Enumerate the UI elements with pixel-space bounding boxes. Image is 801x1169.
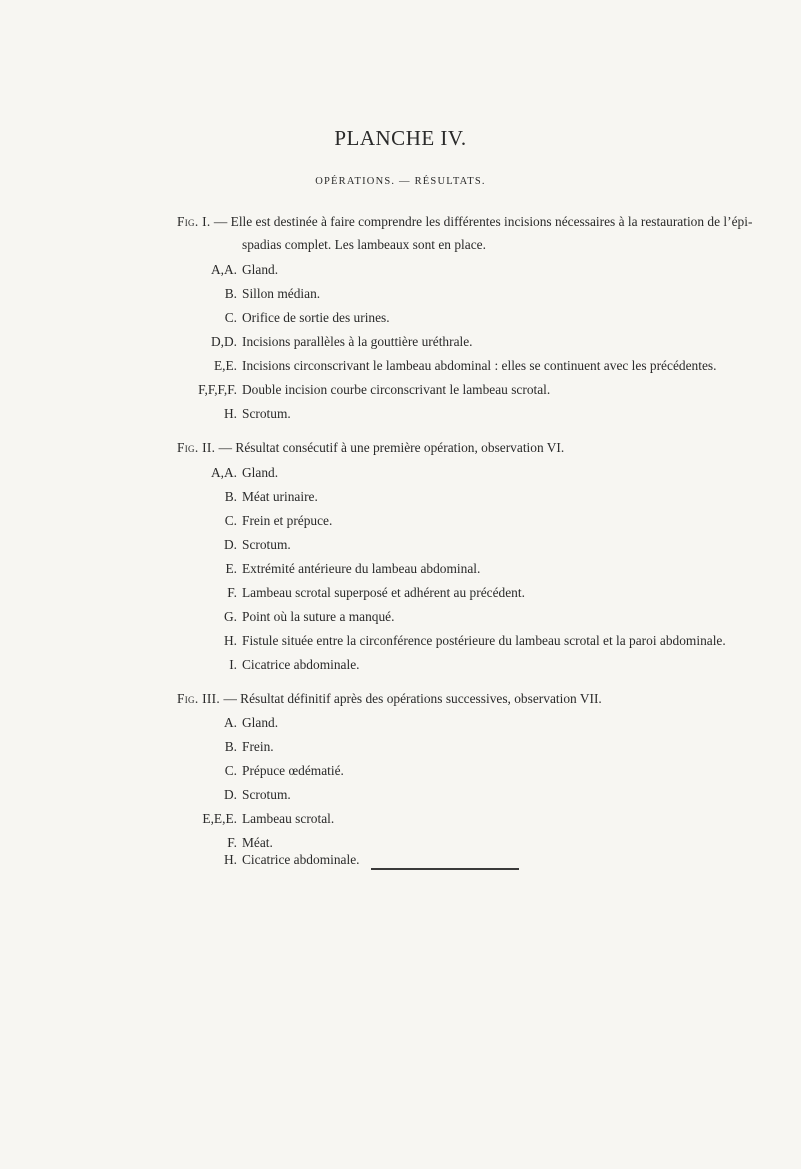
fig3-intro: — Résultat définitif après des opérations successives, observation VII.	[223, 691, 602, 706]
fig2-label: Fig. II.	[177, 440, 216, 455]
legend-key: H.	[223, 406, 237, 421]
legend-text: Méat.	[242, 835, 273, 850]
legend-text: Orifice de sortie des urines.	[242, 310, 390, 325]
legend-key: C.	[224, 763, 237, 778]
legend-key: D,D.	[210, 334, 237, 349]
fig1-intro-continued: spadias complet. Les lambeaux sont en place.	[242, 237, 486, 252]
legend-text: Scrotum.	[242, 406, 291, 421]
page-title: PLANCHE IV.	[334, 126, 467, 150]
fig1-intro: — Elle est destinée à faire comprendre les différentes incisions nécessaires à la restauration de l’épi-	[213, 214, 753, 229]
fig1-label: Fig. I.	[177, 214, 211, 229]
legend-text: Incisions parallèles à la gouttière uréthrale.	[242, 334, 473, 349]
fig3-heading	[177, 691, 602, 707]
fig1-heading	[177, 214, 752, 230]
legend-key: D.	[223, 537, 237, 552]
fig3-label: Fig. III.	[177, 691, 221, 706]
legend-key: F.	[227, 585, 237, 600]
legend-text: Fistule située entre la circonférence postérieure du lambeau scrotal et la paroi abdominale.	[242, 633, 726, 648]
legend-key: H.	[223, 633, 237, 648]
legend-key: C.	[224, 310, 237, 325]
legend-text: Extrémité antérieure du lambeau abdominal.	[242, 561, 481, 576]
legend-key: E.	[225, 561, 237, 576]
legend-key: A,A.	[210, 262, 237, 277]
legend-text: Méat urinaire.	[242, 489, 318, 504]
legend-key: B.	[224, 286, 237, 301]
legend-key: I.	[229, 657, 237, 672]
legend-text: Sillon médian.	[242, 286, 321, 301]
legend-text: Point où la suture a manqué.	[242, 609, 395, 624]
legend-key: E,E,E.	[202, 811, 237, 826]
legend-text: Gland.	[242, 715, 279, 730]
legend-text: Lambeau scrotal.	[242, 811, 335, 826]
legend-key: A.	[223, 715, 237, 730]
legend-text: Frein.	[242, 739, 274, 754]
legend-key: H.	[223, 852, 237, 867]
legend-key: A,A.	[210, 465, 237, 480]
legend-key: F,F,F,F.	[198, 382, 237, 397]
legend-text: Incisions circonscrivant le lambeau abdominal : elles se continuent avec les précédentes.	[242, 358, 717, 373]
legend-text: Gland.	[242, 262, 279, 277]
legend-key: G.	[223, 609, 237, 624]
legend-text: Cicatrice abdominale.	[242, 657, 360, 672]
legend-text: Double incision courbe circonscrivant le lambeau scrotal.	[242, 382, 551, 397]
legend-text: Scrotum.	[242, 537, 291, 552]
legend-key: E,E.	[213, 358, 237, 373]
legend-key: C.	[224, 513, 237, 528]
legend-key: B.	[224, 739, 237, 754]
legend-text: Frein et prépuce.	[242, 513, 333, 528]
legend-text: Gland.	[242, 465, 279, 480]
legend-text: Prépuce œdématié.	[242, 763, 344, 778]
fig2-heading	[177, 440, 564, 456]
closing-rule	[371, 868, 519, 870]
legend-key: D.	[223, 787, 237, 802]
legend-text: Cicatrice abdominale.	[242, 852, 360, 867]
legend-text: Scrotum.	[242, 787, 291, 802]
legend-key: F.	[227, 835, 237, 850]
legend-key: B.	[224, 489, 237, 504]
page-subtitle: OPÉRATIONS. — RÉSULTATS.	[315, 176, 486, 187]
legend-text: Lambeau scrotal superposé et adhérent au précédent.	[242, 585, 525, 600]
fig2-intro: — Résultat consécutif à une première opération, observation VI.	[218, 440, 565, 455]
